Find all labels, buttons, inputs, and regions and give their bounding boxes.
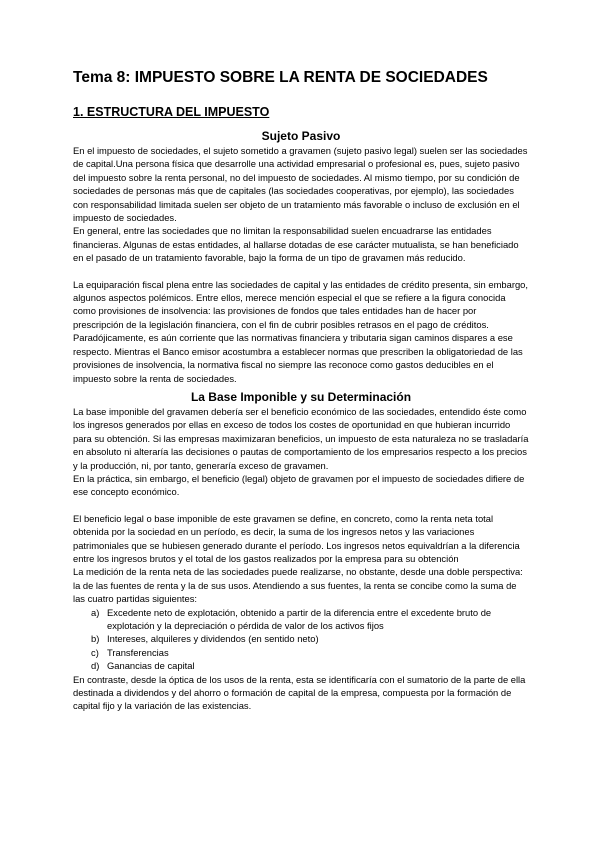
paragraph: En general, entre las sociedades que no limitan la responsabilidad suelen encuadrarse las entidades financieras. Algunas de estas entidades, al hallarse dotadas de ese carácter mutualista, se han beneficiado en el pasado de un tratamiento favorable, bajo la forma de un tipo de gravamen más reducido.	[73, 225, 519, 264]
paragraph: La equiparación fiscal plena entre las sociedades de capital y las entidades de crédito presenta, sin embargo, algunos aspectos polémicos. Entre ellos, merece mención especial el que se refiere a la figura conocida como provisiones de insolvencia: las provisiones de fondos que tales entidades han de hacer por prescripción de la legislación financiera, con el fin de cubrir posibles retrasos en el pago de créditos.	[73, 278, 528, 330]
paragraph: La medición de la renta neta de las sociedades puede realizarse, no obstante, desde una doble perspectiva: la de las fuentes de renta y la de sus usos. Atendiendo a sus fuentes, la renta se concibe como la suma de las cuatro partidas siguientes:	[73, 566, 523, 605]
document-page	[73, 68, 529, 713]
list-item-text: Transferencias	[107, 646, 169, 658]
list-marker: d)	[91, 660, 100, 672]
list-item-text: Intereses, alquileres y dividendos (en sentido neto)	[107, 633, 319, 645]
list-item-text: Excedente neto de explotación, obtenido a partir de la diferencia entre el excedente bruto de explotación y la depreciación o pérdida de valor de los activos fijos	[107, 606, 492, 631]
list-marker: c)	[91, 646, 99, 658]
list-item	[73, 606, 529, 633]
paragraph: En el impuesto de sociedades, el sujeto sometido a gravamen (sujeto pasivo legal) suelen ser las sociedades de capital.Una persona física que desarrolle una actividad empresarial o profesional es, pues, sujeto pasivo del impuesto sobre la renta personal, no del impuesto de sociedades. Al mismo tiempo, por su condición de sociedades de personas más que de capitales (las sociedades cooperativas, por ejemplo), las sociedades con responsabilidad limitada suelen ser objeto de un tratamiento más favorable o incluso de exclusión en el impuesto de sociedades.	[73, 145, 528, 224]
list-marker: a)	[91, 606, 100, 618]
paragraph: El beneficio legal o base imponible de este gravamen se define, en concreto, como la renta neta total obtenida por la sociedad en un período, es decir, la suma de los ingresos netos y las variaciones patrimoniales que se hubiesen generado durante el período. Los ingresos netos equivaldrían a la diferencia entre los ingresos brutos y el total de los gastos realizados por la empresa para su obtención	[73, 512, 520, 564]
income-sources-list	[73, 606, 529, 673]
list-item	[73, 659, 529, 672]
list-item	[73, 632, 529, 645]
document-title: Tema 8: IMPUESTO SOBRE LA RENTA DE SOCIEDADES	[73, 69, 488, 86]
section-heading-estructura: 1. ESTRUCTURA DEL IMPUESTO	[73, 105, 270, 119]
paragraph: En contraste, desde la óptica de los usos de la renta, esta se identificaría con el sumatorio de la parte de ella destinada a dividendos y del ahorro o formación de capital de la empresa, compuesta por la formación de capital fijo y la variación de las existencias.	[73, 673, 526, 712]
subheading-sujeto-pasivo: Sujeto Pasivo	[261, 129, 341, 143]
list-item	[73, 646, 529, 659]
list-marker: b)	[91, 633, 100, 645]
paragraph: En la práctica, sin embargo, el beneficio (legal) objeto de gravamen por el impuesto de sociedades difiere de ese concepto económico.	[73, 472, 525, 498]
list-item-text: Ganancias de capital	[107, 660, 195, 672]
subheading-base-imponible: La Base Imponible y su Determinación	[190, 389, 412, 404]
paragraph: La base imponible del gravamen debería ser el beneficio económico de las sociedades, entendido éste como los ingresos generados por ellas en exceso de todos los costes de oportunidad en que hubieran incurrido para su obtención. Si las empresas maximizaran beneficios, un impuesto de esta naturaleza no se trasladaría en absoluto ni alteraría las decisiones o pautas de comportamiento de los empresarios respecto a los precios y la producción, ni, por tanto, generaría exceso de gravamen.	[73, 405, 529, 471]
paragraph: Paradójicamente, es aún corriente que las normativas financiera y tributaria sigan caminos dispares a ese respecto. Mientras el Banco emisor acostumbra a establecer normas que prescriben la obligatoriedad de las provisiones de insolvencia, la normativa fiscal no siempre las reconoce como gastos deducibles en el impuesto sobre la renta de sociedades.	[73, 332, 523, 384]
